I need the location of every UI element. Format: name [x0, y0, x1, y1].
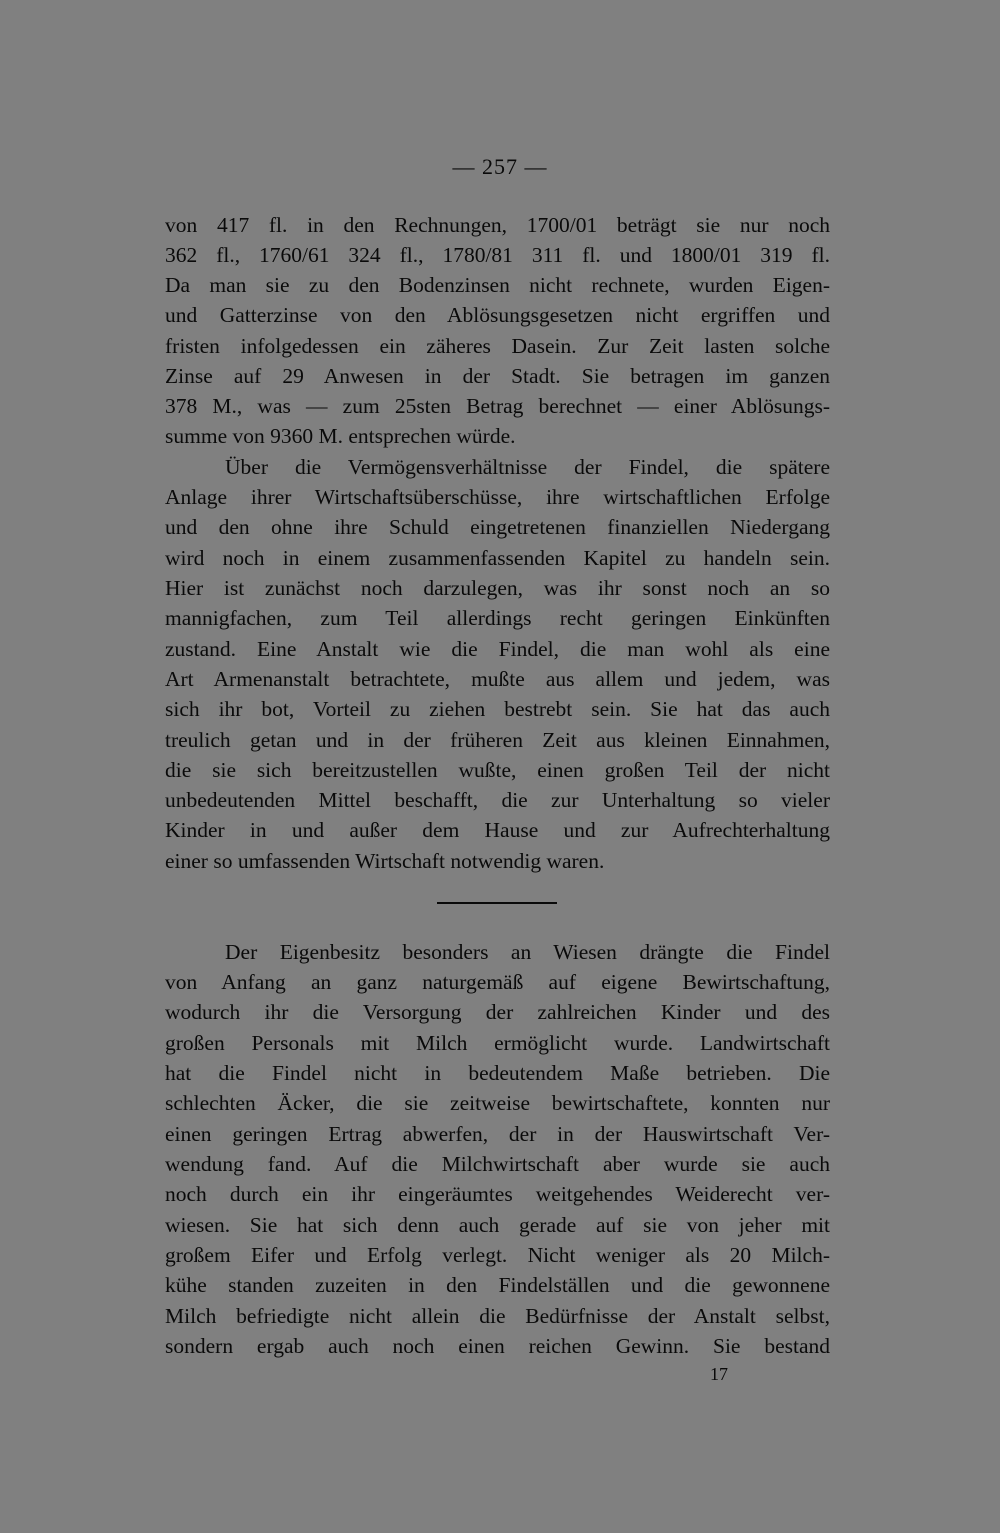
text-line: einer so umfassenden Wirtschaft notwendig waren. — [165, 849, 605, 873]
text-line: noch durch ein ihr eingeräumtes weitgehendes Weiderecht ver- — [165, 1182, 830, 1206]
text-line: wendung fand. Auf die Milchwirtschaft aber wurde sie auch — [165, 1152, 830, 1176]
text-line: die sie sich bereitzustellen wußte, einen großen Teil der nicht — [165, 758, 830, 782]
page-number: — 257 — — [452, 154, 548, 179]
text-line: Zinse auf 29 Anwesen in der Stadt. Sie betragen im ganzen — [165, 364, 830, 388]
text-line: summe von 9360 M. entsprechen würde. — [165, 424, 516, 448]
text-line: großen Personals mit Milch ermöglicht wurde. Landwirtschaft — [165, 1031, 830, 1055]
text-line: Anlage ihrer Wirtschaftsüberschüsse, ihre wirtschaftlichen Erfolge — [165, 485, 830, 509]
text-line: und den ohne ihre Schuld eingetretenen finanziellen Niedergang — [165, 515, 830, 539]
text-line: Da man sie zu den Bodenzinsen nicht rechnete, wurden Eigen- — [165, 273, 830, 297]
text-line: treulich getan und in der früheren Zeit aus kleinen Einnahmen, — [165, 728, 830, 752]
text-line: großem Eifer und Erfolg verlegt. Nicht weniger als 20 Milch- — [165, 1243, 830, 1267]
text-line: zustand. Eine Anstalt wie die Findel, die man wohl als eine — [165, 637, 830, 661]
text-line: Kinder in und außer dem Hause und zur Aufrechterhaltung — [165, 818, 830, 842]
text-line: und Gatterzinse von den Ablösungsgesetzen nicht ergriffen und — [165, 303, 830, 327]
text-line: wird noch in einem zusammenfassenden Kapitel zu handeln sein. — [165, 546, 830, 570]
text-line: Der Eigenbesitz besonders an Wiesen drängte die Findel — [225, 940, 830, 964]
text-line: von 417 fl. in den Rechnungen, 1700/01 beträgt sie nur noch — [165, 213, 830, 237]
text-line: hat die Findel nicht in bedeutendem Maße betrieben. Die — [165, 1061, 830, 1085]
text-line: Über die Vermögensverhältnisse der Findel, die spätere — [225, 455, 830, 479]
text-line: von Anfang an ganz naturgemäß auf eigene Bewirtschaftung, — [165, 970, 830, 994]
text-line: schlechten Äcker, die sie zeitweise bewirtschaftete, konnten nur — [165, 1091, 830, 1115]
text-line: einen geringen Ertrag abwerfen, der in der Hauswirtschaft Ver- — [165, 1122, 830, 1146]
text-line: Hier ist zunächst noch darzulegen, was ihr sonst noch an so — [165, 576, 830, 600]
text-line: 362 fl., 1760/61 324 fl., 1780/81 311 fl. und 1800/01 319 fl. — [165, 243, 830, 267]
text-line: sich ihr bot, Vorteil zu ziehen bestrebt sein. Sie hat das auch — [165, 697, 830, 721]
text-line: mannigfachen, zum Teil allerdings recht geringen Einkünften — [165, 606, 830, 630]
text-line: Milch befriedigte nicht allein die Bedürfnisse der Anstalt selbst, — [165, 1304, 830, 1328]
text-line: wodurch ihr die Versorgung der zahlreichen Kinder und des — [165, 1000, 830, 1024]
text-line: unbedeutenden Mittel beschafft, die zur Unterhaltung so vieler — [165, 788, 830, 812]
section-divider — [437, 902, 557, 904]
printer-signature: 17 — [710, 1364, 728, 1384]
text-line: 378 M., was — zum 25sten Betrag berechnet — einer Ablösungs- — [165, 394, 830, 418]
text-line: wiesen. Sie hat sich denn auch gerade auf sie von jeher mit — [165, 1213, 830, 1237]
text-line: fristen infolgedessen ein zäheres Dasein. Zur Zeit lasten solche — [165, 334, 830, 358]
text-line: Art Armenanstalt betrachtete, mußte aus allem und jedem, was — [165, 667, 830, 691]
text-line: sondern ergab auch noch einen reichen Gewinn. Sie bestand — [165, 1334, 830, 1358]
text-line: kühe standen zuzeiten in den Findelställen und die gewonnene — [165, 1273, 830, 1297]
